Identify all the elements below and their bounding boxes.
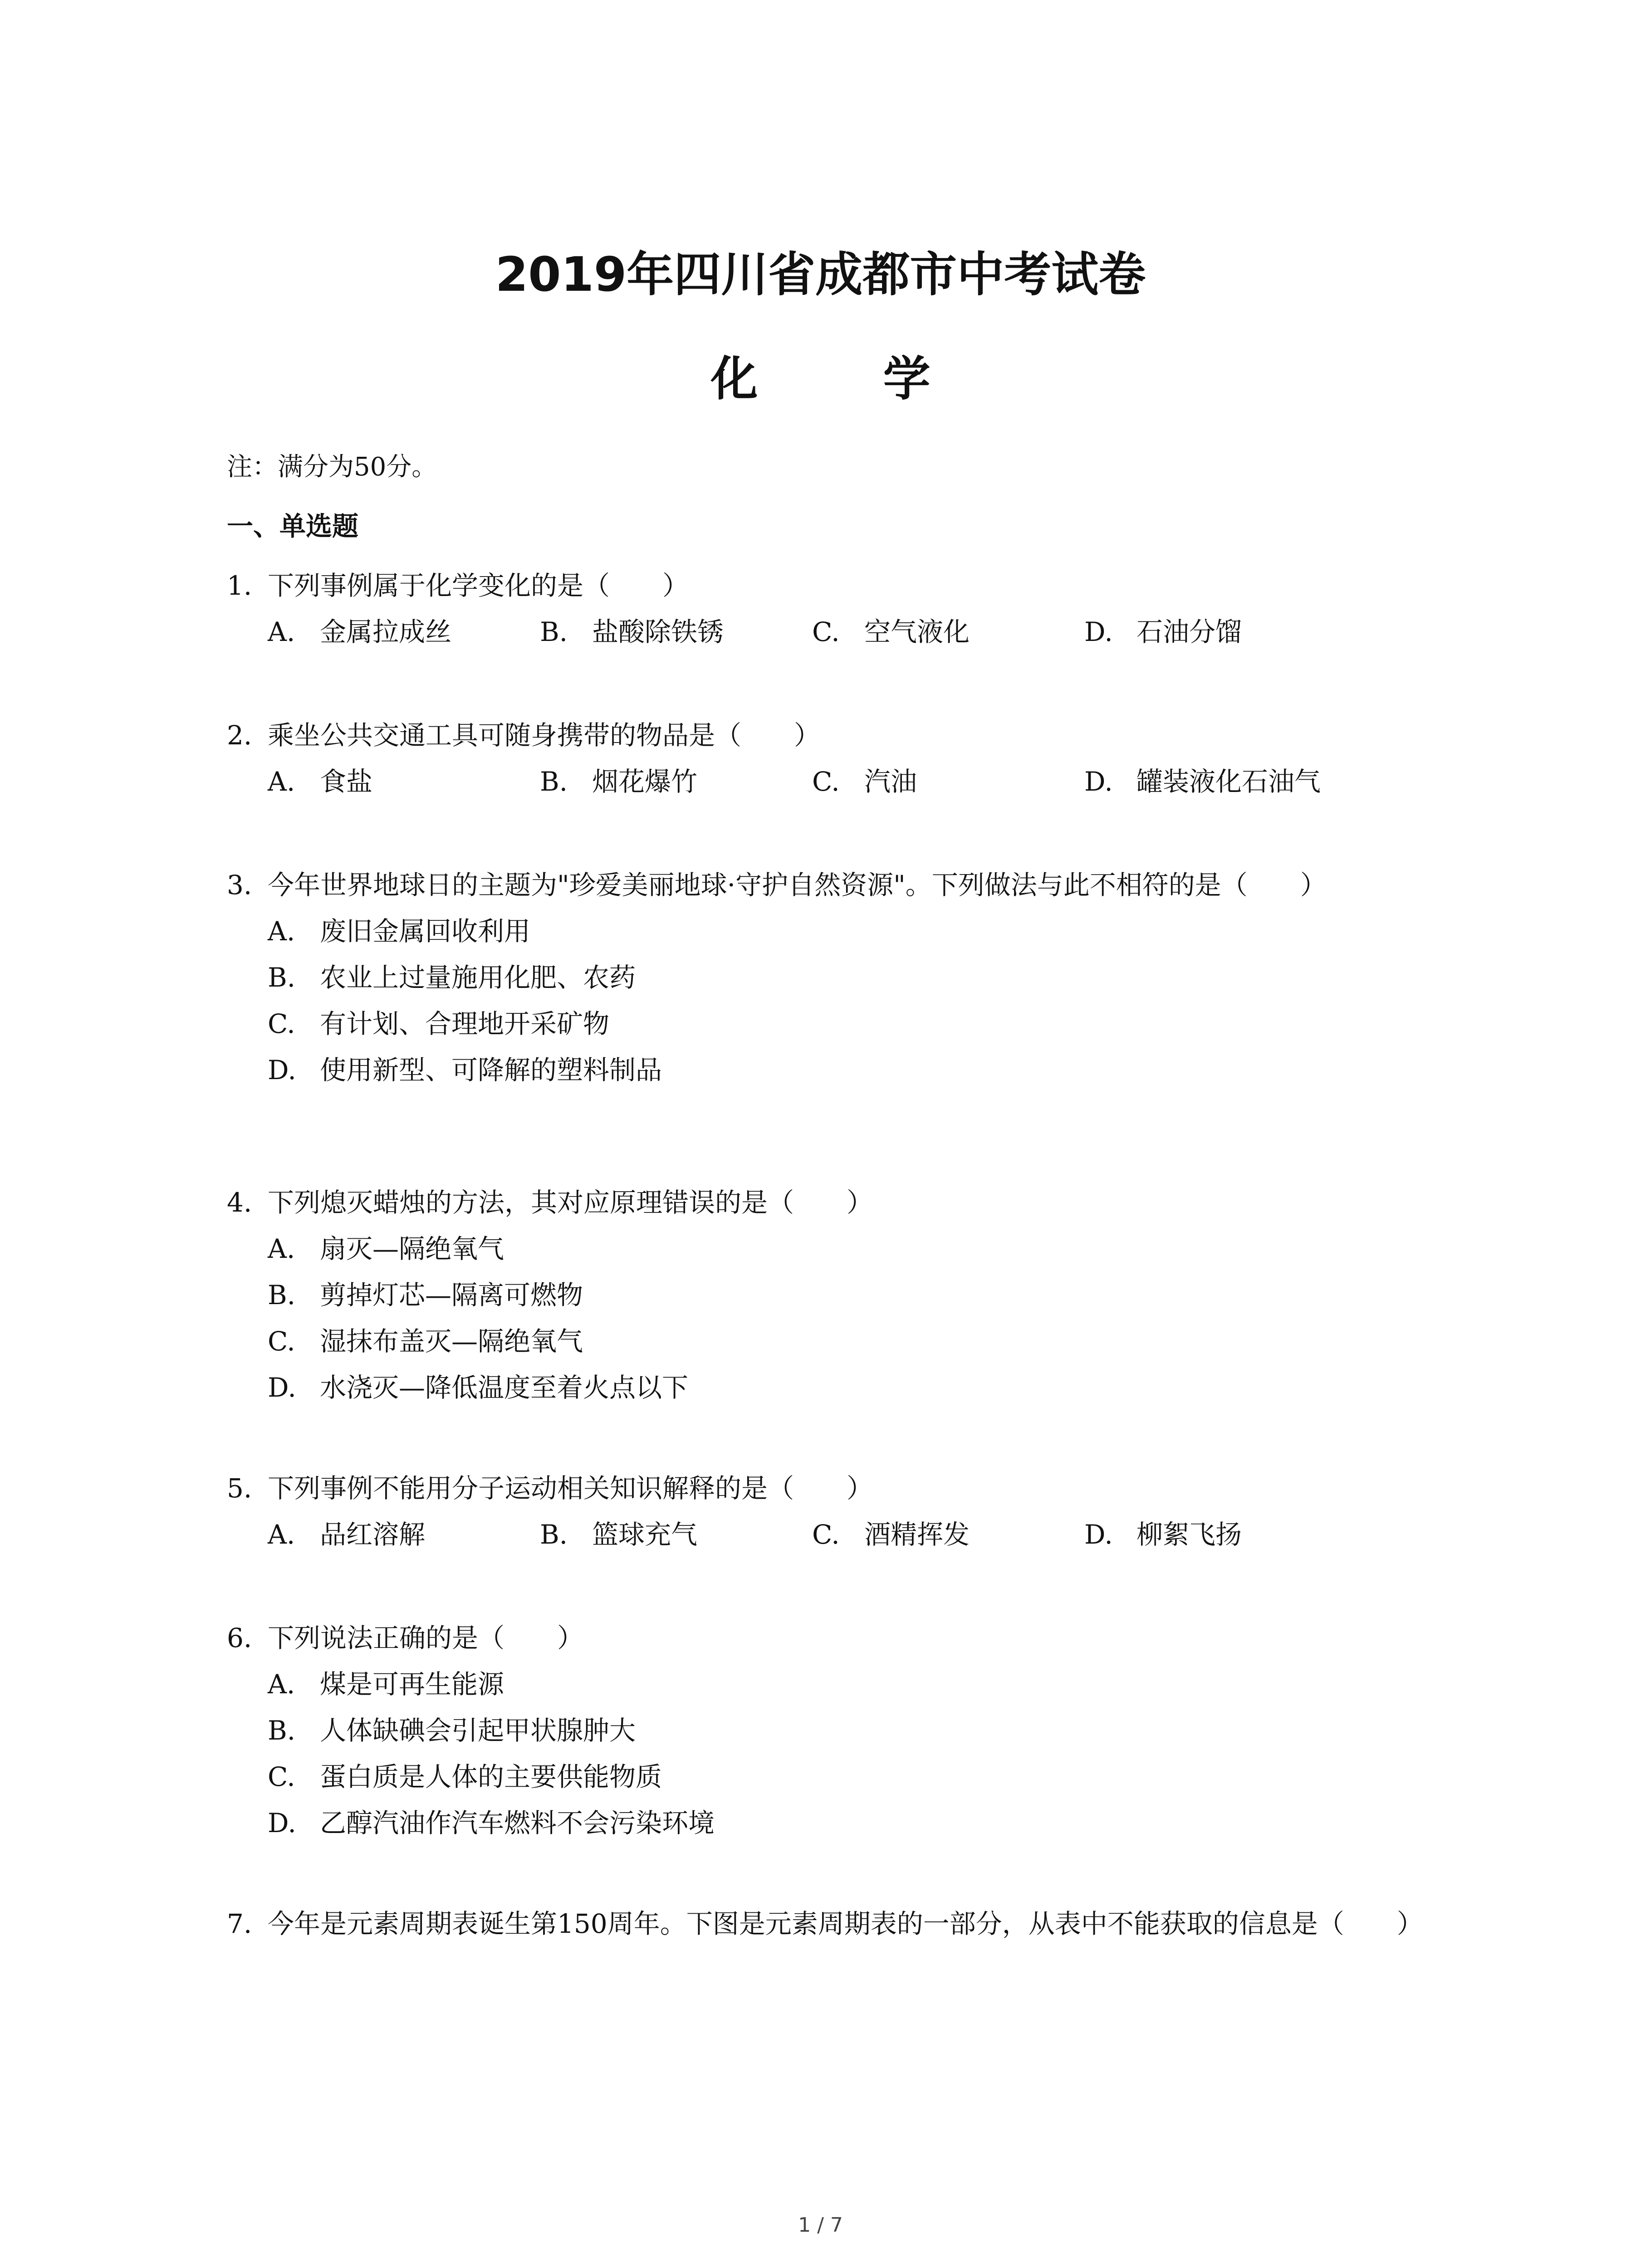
option-d <box>1084 609 1357 655</box>
page-number: 1 / 7 <box>798 2214 843 2237</box>
question-4 <box>227 1179 1461 1411</box>
option-text: 乙醇汽油作汽车燃料不会污染环境 <box>320 1808 715 1838</box>
question-text: 下列说法正确的是（ ） <box>268 1623 584 1653</box>
option-text: 石油分馏 <box>1136 616 1242 647</box>
option-text: 酒精挥发 <box>864 1519 970 1550</box>
option-text: 柳絮飞扬 <box>1136 1519 1242 1550</box>
option-c <box>812 609 1084 655</box>
question-number: 5. <box>227 1473 252 1504</box>
option-b <box>540 609 812 655</box>
question-1 <box>227 562 1461 655</box>
option-text: 罐装液化石油气 <box>1136 766 1321 797</box>
subject-title: 化 学 <box>710 351 985 406</box>
option-text: 空气液化 <box>864 616 970 647</box>
option-letter: C. <box>812 616 840 647</box>
option-text: 农业上过量施用化肥、农药 <box>320 962 636 993</box>
options <box>227 1511 1461 1558</box>
option-a <box>268 758 540 805</box>
option-text: 剪掉灯芯—隔离可燃物 <box>320 1280 583 1310</box>
question-number: 4. <box>227 1187 252 1218</box>
question-text: 乘坐公共交通工具可随身携带的物品是（ ） <box>268 720 821 751</box>
option-b <box>268 954 1461 1001</box>
option-letter: D. <box>268 1055 296 1085</box>
question-number: 2. <box>227 720 252 751</box>
option-d <box>268 1364 1461 1411</box>
question-text: 下列事例属于化学变化的是（ ） <box>268 570 689 601</box>
question-3 <box>227 862 1461 1093</box>
option-text: 盐酸除铁锈 <box>592 616 724 647</box>
option-letter: A. <box>268 616 295 647</box>
option-text: 品红溶解 <box>320 1519 426 1550</box>
option-letter: C. <box>812 766 840 797</box>
option-letter: B. <box>540 1519 568 1550</box>
option-text: 食盐 <box>320 766 373 797</box>
section-title: 一、单选题 <box>227 511 359 542</box>
question-text: 下列事例不能用分子运动相关知识解释的是（ ） <box>268 1473 873 1504</box>
option-a <box>268 908 1461 954</box>
option-a <box>268 609 540 655</box>
option-text: 水浇灭—降低温度至着火点以下 <box>320 1372 689 1403</box>
option-letter: A. <box>268 1669 295 1700</box>
option-d <box>268 1047 1461 1093</box>
option-b <box>268 1272 1461 1318</box>
option-letter: D. <box>268 1372 296 1403</box>
option-a <box>268 1226 1461 1272</box>
option-c <box>812 1511 1084 1558</box>
question-5 <box>227 1465 1461 1558</box>
score-note: 注：满分为50分。 <box>227 452 437 482</box>
option-a <box>268 1511 540 1558</box>
option-text: 煤是可再生能源 <box>320 1669 505 1700</box>
question-number: 7. <box>227 1908 252 1939</box>
question-text: 今年世界地球日的主题为"珍爱美丽地球·守护自然资源"。下列做法与此不相符的是（ ） <box>268 870 1327 900</box>
option-letter: B. <box>268 1280 296 1310</box>
option-a <box>268 1661 1461 1707</box>
option-letter: B. <box>540 766 568 797</box>
option-c <box>268 1754 1461 1800</box>
option-text: 使用新型、可降解的塑料制品 <box>320 1055 662 1085</box>
option-letter: D. <box>268 1808 296 1838</box>
option-text: 篮球充气 <box>592 1519 698 1550</box>
option-letter: B. <box>540 616 568 647</box>
question-text: 下列熄灭蜡烛的方法，其对应原理错误的是（ ） <box>268 1187 873 1218</box>
option-d <box>1084 758 1357 805</box>
question-6 <box>227 1615 1461 1846</box>
exam-title: 2019年四川省成都市中考试卷 <box>495 247 1146 302</box>
option-letter: C. <box>268 1326 295 1357</box>
options <box>227 609 1461 655</box>
option-c <box>812 758 1084 805</box>
option-letter: A. <box>268 916 295 947</box>
option-b <box>540 758 812 805</box>
option-text: 人体缺碘会引起甲状腺肿大 <box>320 1715 636 1746</box>
options <box>227 908 1461 1093</box>
option-letter: C. <box>812 1519 840 1550</box>
question-number: 6. <box>227 1623 252 1653</box>
option-text: 汽油 <box>864 766 917 797</box>
option-c <box>268 1318 1461 1364</box>
option-b <box>268 1707 1461 1754</box>
option-letter: D. <box>1084 766 1113 797</box>
option-d <box>1084 1511 1357 1558</box>
option-c <box>268 1001 1461 1047</box>
option-text: 烟花爆竹 <box>592 766 698 797</box>
options <box>227 1661 1461 1846</box>
question-7 <box>227 1901 1461 1947</box>
option-letter: B. <box>268 1715 296 1746</box>
option-letter: C. <box>268 1008 295 1039</box>
option-text: 蛋白质是人体的主要供能物质 <box>320 1761 662 1792</box>
option-letter: C. <box>268 1761 295 1792</box>
options <box>227 1226 1461 1411</box>
option-text: 扇灭—隔绝氧气 <box>320 1233 505 1264</box>
option-d <box>268 1800 1461 1846</box>
option-letter: D. <box>1084 1519 1113 1550</box>
option-letter: B. <box>268 962 296 993</box>
question-number: 1. <box>227 570 252 601</box>
question-number: 3. <box>227 870 252 900</box>
option-text: 废旧金属回收利用 <box>320 916 531 947</box>
question-2 <box>227 712 1461 805</box>
option-text: 湿抹布盖灭—隔绝氧气 <box>320 1326 583 1357</box>
question-text: 今年是元素周期表诞生第150周年。下图是元素周期表的一部分，从表中不能获取的信息是（ ） <box>268 1908 1423 1939</box>
option-letter: D. <box>1084 616 1113 647</box>
option-letter: A. <box>268 766 295 797</box>
options <box>227 758 1461 805</box>
option-b <box>540 1511 812 1558</box>
option-text: 有计划、合理地开采矿物 <box>320 1008 610 1039</box>
option-text: 金属拉成丝 <box>320 616 452 647</box>
option-letter: A. <box>268 1233 295 1264</box>
option-letter: A. <box>268 1519 295 1550</box>
